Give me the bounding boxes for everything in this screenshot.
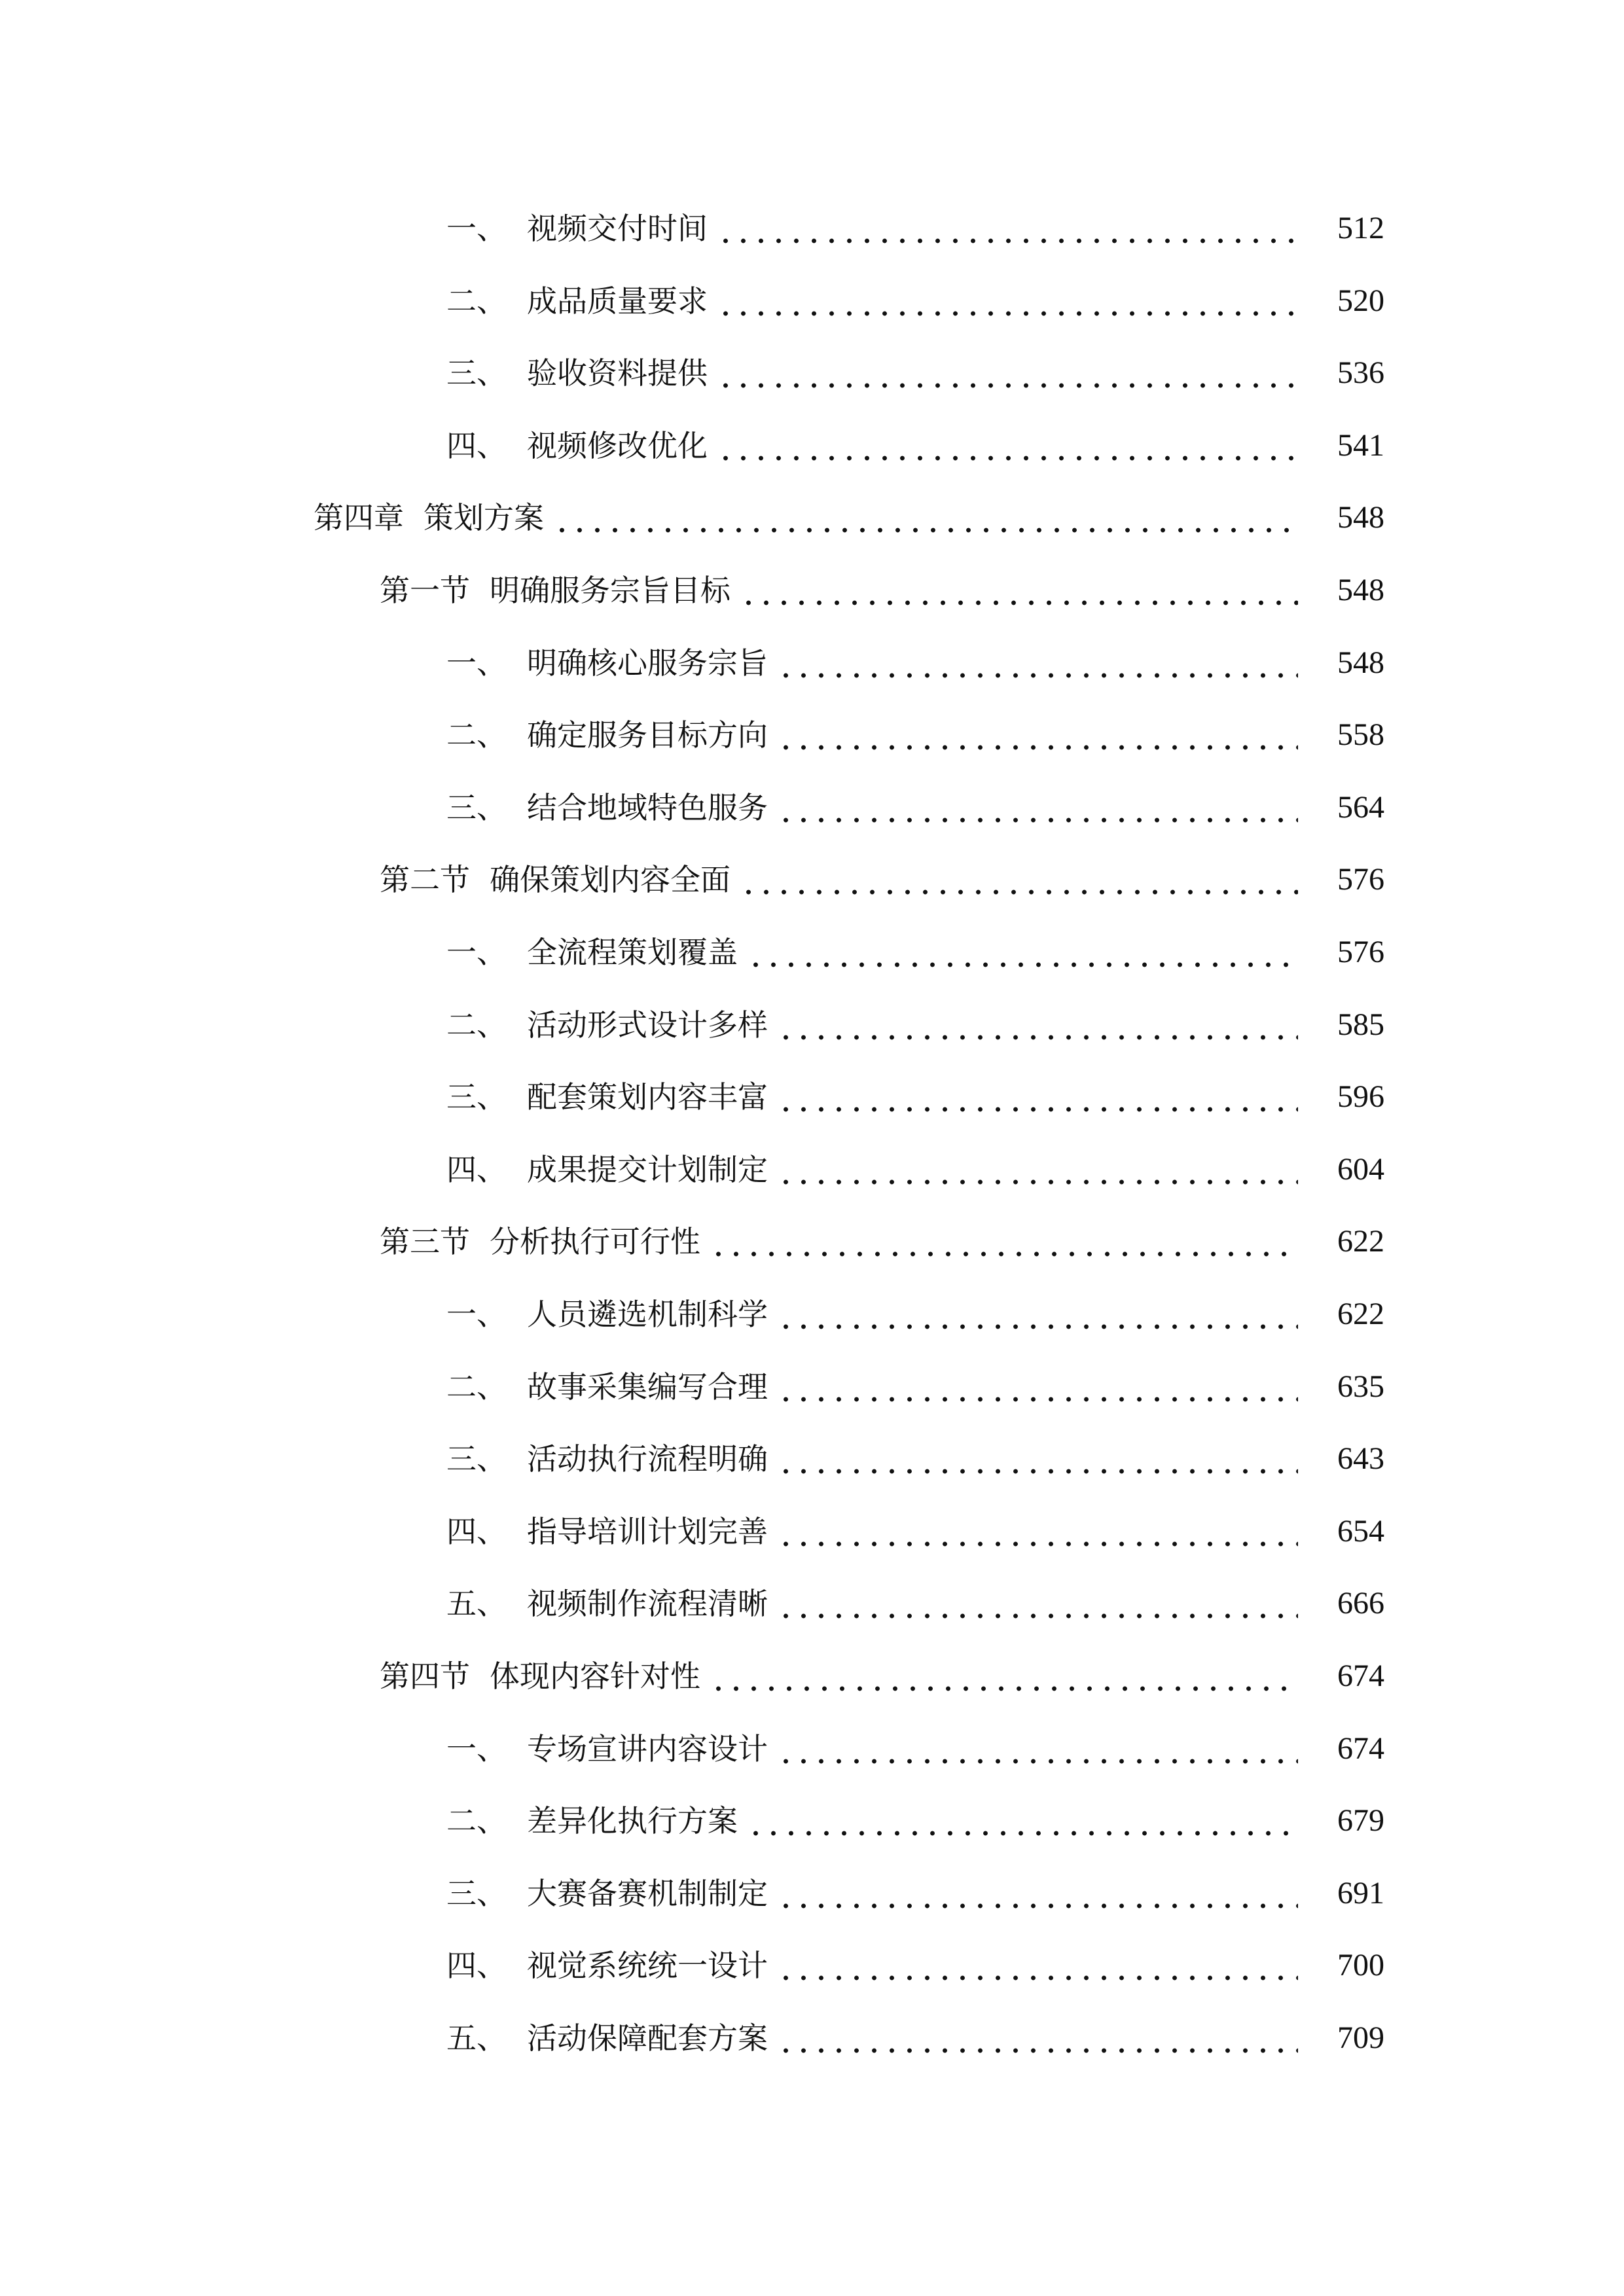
page-number: 585 xyxy=(1337,1007,1384,1042)
dot-leader xyxy=(777,1584,1298,1623)
entry-title-text: 视频交付时间 xyxy=(527,211,708,246)
dot-leader xyxy=(740,571,1298,610)
dot-leader xyxy=(777,643,1298,683)
entry-number: 三、 xyxy=(446,1441,507,1477)
toc-entry-item[interactable] xyxy=(0,643,1624,683)
entry-title-text: 活动执行流程明确 xyxy=(527,1441,768,1477)
entry-number: 一、 xyxy=(446,211,507,246)
dot-leader xyxy=(777,1295,1298,1334)
toc-entry-item[interactable] xyxy=(0,1367,1624,1407)
page-number: 596 xyxy=(1337,1079,1384,1115)
toc-entry-item[interactable] xyxy=(0,353,1624,393)
entry-title xyxy=(446,1584,768,1623)
entry-title xyxy=(446,1150,768,1189)
entry-title xyxy=(446,788,768,827)
entry-number: 第三节 xyxy=(380,1224,470,1260)
page-number: 635 xyxy=(1337,1369,1384,1404)
entry-number: 三、 xyxy=(446,1875,507,1911)
toc-entry-item[interactable] xyxy=(0,1874,1624,1913)
entry-number: 四、 xyxy=(446,1948,507,1984)
dot-leader xyxy=(777,1729,1298,1768)
entry-title-text: 验收资料提供 xyxy=(527,355,708,391)
dot-leader xyxy=(777,1367,1298,1407)
toc-entry-section[interactable] xyxy=(0,571,1624,610)
dot-leader xyxy=(777,1005,1298,1045)
entry-title xyxy=(446,715,768,755)
entry-title-text: 视频修改优化 xyxy=(527,427,708,463)
entry-number: 第二节 xyxy=(380,862,470,898)
dot-leader xyxy=(740,860,1298,899)
entry-title-text: 视频制作流程清晰 xyxy=(527,1586,768,1622)
page-number: 604 xyxy=(1337,1151,1384,1187)
toc-entry-item[interactable] xyxy=(0,1801,1624,1840)
entry-title xyxy=(380,1657,700,1696)
entry-title xyxy=(446,933,738,972)
entry-title xyxy=(446,1946,768,1985)
entry-number: 第四节 xyxy=(380,1659,470,1694)
toc-entry-item[interactable] xyxy=(0,1946,1624,1985)
entry-title xyxy=(446,353,708,393)
entry-title xyxy=(380,1222,700,1261)
entry-number: 四、 xyxy=(446,1151,507,1187)
dot-leader xyxy=(717,281,1298,321)
entry-title xyxy=(446,209,708,248)
entry-number: 二、 xyxy=(446,283,507,319)
entry-number: 一、 xyxy=(446,1297,507,1332)
entry-title-text: 明确核心服务宗旨 xyxy=(527,645,768,681)
entry-title-text: 成品质量要求 xyxy=(527,283,708,319)
toc-entry-item[interactable] xyxy=(0,1295,1624,1334)
page-number: 666 xyxy=(1337,1586,1384,1621)
entry-number: 三、 xyxy=(446,1079,507,1115)
entry-title-text: 视觉系统统一设计 xyxy=(527,1948,768,1984)
dot-leader xyxy=(717,426,1298,465)
entry-title-text: 配套策划内容丰富 xyxy=(527,1079,768,1115)
page-number: 576 xyxy=(1337,862,1384,897)
entry-number: 一、 xyxy=(446,935,507,970)
entry-number: 四、 xyxy=(446,427,507,463)
page-number: 564 xyxy=(1337,789,1384,825)
toc-entry-item[interactable] xyxy=(0,281,1624,321)
entry-title-text: 指导培训计划完善 xyxy=(527,1513,768,1549)
page-number: 541 xyxy=(1337,427,1384,463)
dot-leader xyxy=(747,1801,1298,1840)
toc-entry-item[interactable] xyxy=(0,2018,1624,2058)
entry-number: 四、 xyxy=(446,1513,507,1549)
page-number: 512 xyxy=(1337,211,1384,245)
toc-entry-item[interactable] xyxy=(0,933,1624,972)
dot-leader xyxy=(777,1439,1298,1479)
entry-title xyxy=(446,1367,768,1407)
toc-entry-item[interactable] xyxy=(0,1150,1624,1189)
entry-title xyxy=(446,1729,768,1768)
entry-title-text: 全流程策划覆盖 xyxy=(527,935,738,970)
entry-number: 三、 xyxy=(446,789,507,825)
page-number: 536 xyxy=(1337,355,1384,391)
entry-title xyxy=(446,643,768,683)
entry-title xyxy=(380,571,731,610)
entry-title xyxy=(446,281,708,321)
dot-leader xyxy=(777,1874,1298,1913)
entry-title xyxy=(446,1801,738,1840)
entry-title-text: 人员遴选机制科学 xyxy=(527,1297,768,1332)
toc-entry-item[interactable] xyxy=(0,1077,1624,1117)
entry-title-text: 策划方案 xyxy=(424,500,544,536)
page-number: 520 xyxy=(1337,283,1384,318)
toc-entry-item[interactable] xyxy=(0,1512,1624,1551)
page-number: 622 xyxy=(1337,1297,1384,1331)
entry-title xyxy=(446,2018,768,2058)
entry-title xyxy=(446,1005,768,1045)
entry-title-text: 专场宣讲内容设计 xyxy=(527,1731,768,1767)
entry-title xyxy=(446,1439,768,1479)
page-number: 622 xyxy=(1337,1224,1384,1259)
toc-entry-item[interactable] xyxy=(0,788,1624,827)
entry-title-text: 活动保障配套方案 xyxy=(527,2020,768,2056)
entry-number: 一、 xyxy=(446,1731,507,1767)
dot-leader xyxy=(777,715,1298,755)
toc-entry-item[interactable] xyxy=(0,209,1624,248)
entry-title-text: 分析执行可行性 xyxy=(490,1224,700,1260)
toc-entry-item[interactable] xyxy=(0,1729,1624,1768)
toc-entry-item[interactable] xyxy=(0,1439,1624,1479)
entry-title xyxy=(380,860,731,899)
entry-title xyxy=(314,498,544,537)
dot-leader xyxy=(717,209,1298,248)
entry-title-text: 确保策划内容全面 xyxy=(490,862,731,898)
entry-number: 二、 xyxy=(446,717,507,753)
entry-number: 三、 xyxy=(446,355,507,391)
dot-leader xyxy=(777,788,1298,827)
entry-number: 第一节 xyxy=(380,573,470,608)
dot-leader xyxy=(777,2018,1298,2058)
page-number: 674 xyxy=(1337,1731,1384,1766)
entry-title-text: 成果提交计划制定 xyxy=(527,1151,768,1187)
dot-leader xyxy=(717,353,1298,393)
page-number: 691 xyxy=(1337,1875,1384,1910)
page-number: 654 xyxy=(1337,1513,1384,1549)
dot-leader xyxy=(553,498,1298,537)
entry-title-text: 故事采集编写合理 xyxy=(527,1369,768,1405)
entry-title xyxy=(446,1077,768,1117)
page-number: 679 xyxy=(1337,1803,1384,1839)
toc-entry-section[interactable] xyxy=(0,1657,1624,1696)
entry-title-text: 差异化执行方案 xyxy=(527,1803,738,1839)
page-number: 643 xyxy=(1337,1441,1384,1477)
entry-number: 五、 xyxy=(446,1586,507,1622)
entry-title-text: 明确服务宗旨目标 xyxy=(490,573,731,608)
toc-entry-section[interactable] xyxy=(0,1222,1624,1261)
entry-number: 二、 xyxy=(446,1007,507,1043)
entry-title xyxy=(446,426,708,465)
entry-number: 二、 xyxy=(446,1803,507,1839)
entry-title-text: 大赛备赛机制制定 xyxy=(527,1875,768,1911)
dot-leader xyxy=(710,1657,1298,1696)
entry-title xyxy=(446,1512,768,1551)
toc-entry-item[interactable] xyxy=(0,1584,1624,1623)
dot-leader xyxy=(747,933,1298,972)
entry-number: 第四章 xyxy=(314,500,404,536)
page-number: 548 xyxy=(1337,645,1384,680)
dot-leader xyxy=(777,1512,1298,1551)
entry-title-text: 结合地域特色服务 xyxy=(527,789,768,825)
entry-number: 二、 xyxy=(446,1369,507,1405)
page-number: 548 xyxy=(1337,500,1384,535)
entry-title xyxy=(446,1295,768,1334)
toc-entry-item[interactable] xyxy=(0,715,1624,755)
page-number: 548 xyxy=(1337,573,1384,607)
entry-number: 五、 xyxy=(446,2020,507,2056)
entry-title-text: 确定服务目标方向 xyxy=(527,717,768,753)
page-number: 558 xyxy=(1337,717,1384,753)
dot-leader xyxy=(777,1150,1298,1189)
toc-entry-item[interactable] xyxy=(0,1005,1624,1045)
entry-title xyxy=(446,1874,768,1913)
toc-entry-item[interactable] xyxy=(0,426,1624,465)
entry-number: 一、 xyxy=(446,645,507,681)
toc-entry-section[interactable] xyxy=(0,860,1624,899)
page-number: 576 xyxy=(1337,935,1384,969)
entry-title-text: 体现内容针对性 xyxy=(490,1659,700,1694)
page-number: 700 xyxy=(1337,1948,1384,1983)
dot-leader xyxy=(777,1946,1298,1985)
page-number: 709 xyxy=(1337,2020,1384,2055)
page-number: 674 xyxy=(1337,1659,1384,1693)
entry-title-text: 活动形式设计多样 xyxy=(527,1007,768,1043)
dot-leader xyxy=(777,1077,1298,1117)
toc-entry-chapter[interactable] xyxy=(0,498,1624,537)
dot-leader xyxy=(710,1222,1298,1261)
